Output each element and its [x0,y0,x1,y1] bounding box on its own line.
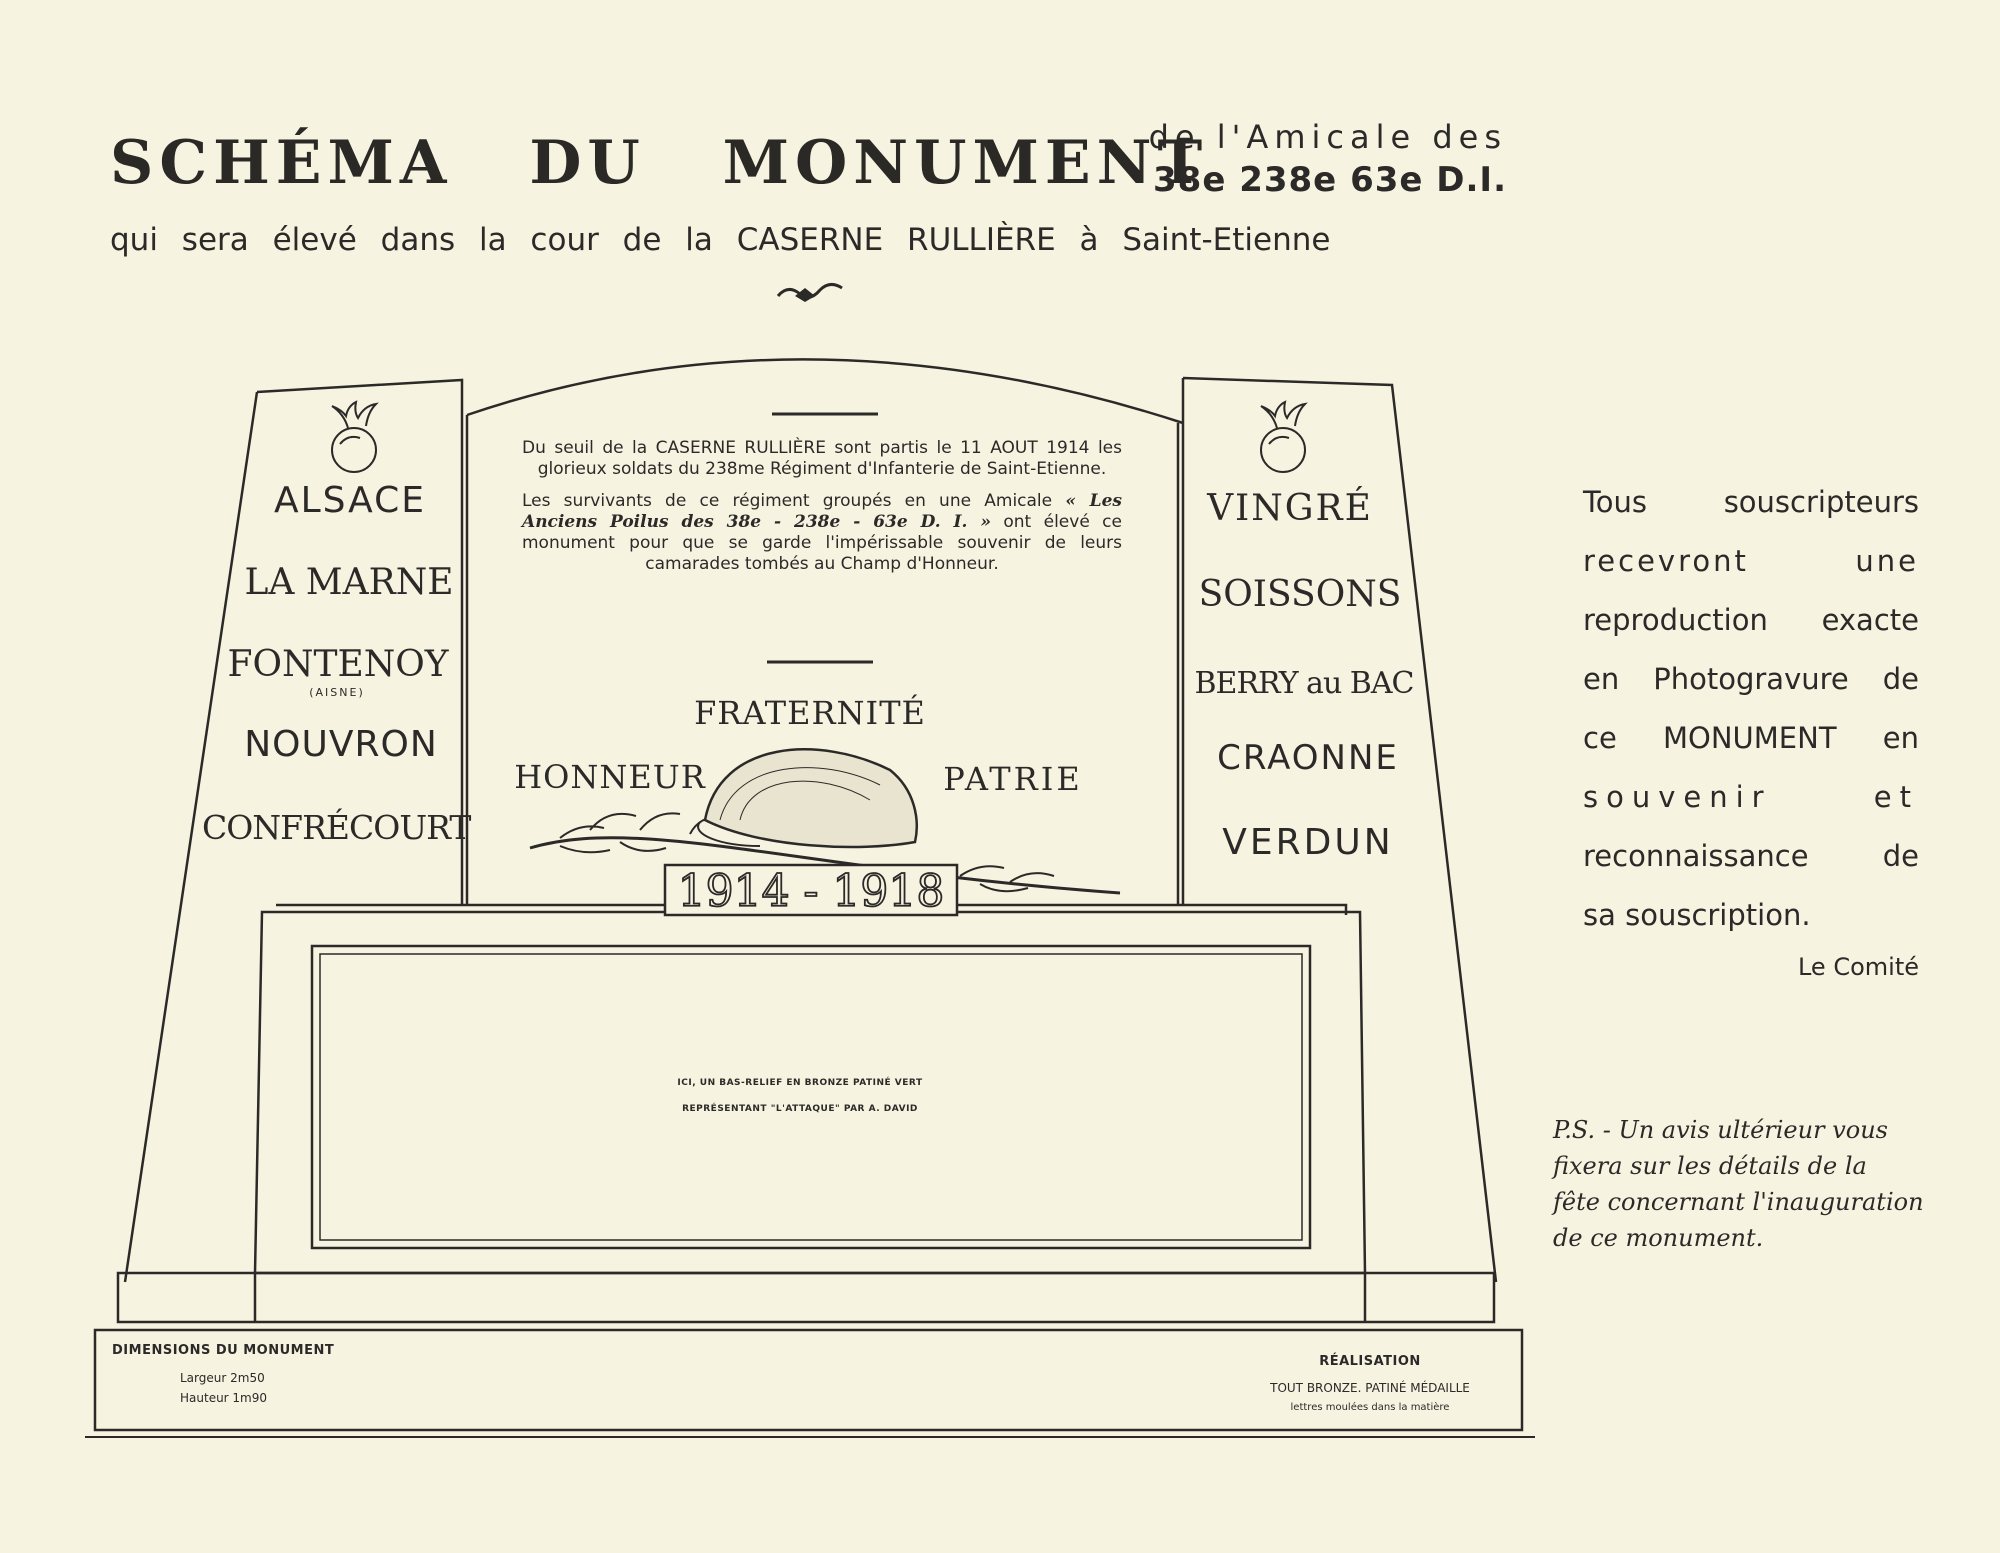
battle-berry-au-bac: BERRY au BAC [1194,666,1414,701]
committee-signature: Le Comité [1797,953,1919,981]
bas-relief-line-1: ICI, UN BAS-RELIEF EN BRONZE PATINÉ VERT [677,1078,923,1088]
ornament-diamond-icon [795,288,815,302]
battle-confrecourt: CONFRÉCOURT [202,808,471,847]
subscriber-note-last-line: sa souscription. [1583,898,1811,932]
dimensions-width: Largeur 2m50 [180,1371,265,1385]
motto-fraternite: FRATERNITÉ [694,694,926,732]
monument-inscription [522,438,1122,586]
subscriber-note-line: reproduction exacte [1583,603,1919,637]
bas-relief-line-2: REPRÉSENTANT "L'ATTAQUE" PAR A. DAVID [682,1104,918,1114]
bas-relief-frame-outer [312,946,1310,1248]
dimensions-height: Hauteur 1m90 [180,1391,268,1405]
motto-honneur: HONNEUR [514,758,706,796]
realisation-title: RÉALISATION [1319,1354,1421,1369]
subscriber-note [1583,473,1919,987]
realisation-lettering: lettres moulées dans la matière [1290,1402,1450,1413]
realisation-material: TOUT BRONZE. PATINÉ MÉDAILLE [1270,1381,1470,1395]
postscript-line: fixera sur les détails de la [1553,1152,1867,1180]
subscriber-note-line: en Photogravure de [1583,662,1919,696]
subscriber-note-line: recevront une [1583,544,1919,578]
postscript-line: P.S. - Un avis ultérieur vous [1553,1116,1888,1144]
document-title: SCHÉMA DU MONUMENT [110,128,1209,198]
inscription-paragraph-2 [522,491,1122,575]
postscript-line: fête concernant l'inauguration [1553,1188,1924,1216]
lower-step [118,1273,1494,1322]
grenade-right-icon [1261,402,1305,472]
inscription-amicale-name: « Les Anciens Poilus des 38e - 238e - 63e D. I. » [522,491,1123,532]
bas-relief-frame-inner [320,954,1302,1240]
postscript-line: de ce monument. [1553,1224,1764,1252]
battle-vingre: VINGRÉ [1207,488,1373,529]
battle-nouvron: NOUVRON [244,724,438,765]
dimensions-title: DIMENSIONS DU MONUMENT [112,1343,335,1358]
grenade-left-icon [332,402,376,472]
battle-verdun: VERDUN [1222,822,1394,863]
battle-soissons: SOISSONS [1198,574,1402,615]
battle-craonne: CRAONNE [1217,738,1399,778]
subscriber-note-line: ce MONUMENT en [1583,721,1919,755]
dates-label: 1914 - 1918 [677,866,945,917]
battle-la-marne: LA MARNE [244,562,454,603]
inscription-paragraph-1: Du seuil de la CASERNE RULLIÈRE sont partis le 11 AOUT 1914 les glorieux soldats du 238me Régiment d'Infanterie de Saint-Etienne. [522,438,1122,479]
document-subtitle: qui sera élevé dans la cour de la CASERNE RULLIÈRE à Saint-Etienne [110,222,1331,258]
division-units: 38e 238e 63e D.I. [1153,160,1507,200]
inscription-paragraph-2-end: ont élevé ce monument pour que se garde l'impérissable souvenir de leurs camarades tombés au Champ d'Honneur. [522,512,1122,574]
amicale-line: de l'Amicale des [1148,118,1507,156]
subscriber-note-line: reconnaissance de [1583,839,1919,873]
postscript [1553,1112,1923,1256]
battle-alsace: ALSACE [273,480,427,521]
battle-fontenoy: FONTENOY [227,644,449,685]
subscriber-note-line: souvenir et [1583,780,1919,814]
battle-fontenoy-note: (AISNE) [309,686,365,699]
subscriber-note-line: Tous souscripteurs [1583,485,1919,519]
inscription-paragraph-2-start: Les survivants de ce régiment groupés en une Amicale [522,491,1053,511]
base-block [255,912,1365,1273]
motto-patrie: PATRIE [943,760,1083,798]
